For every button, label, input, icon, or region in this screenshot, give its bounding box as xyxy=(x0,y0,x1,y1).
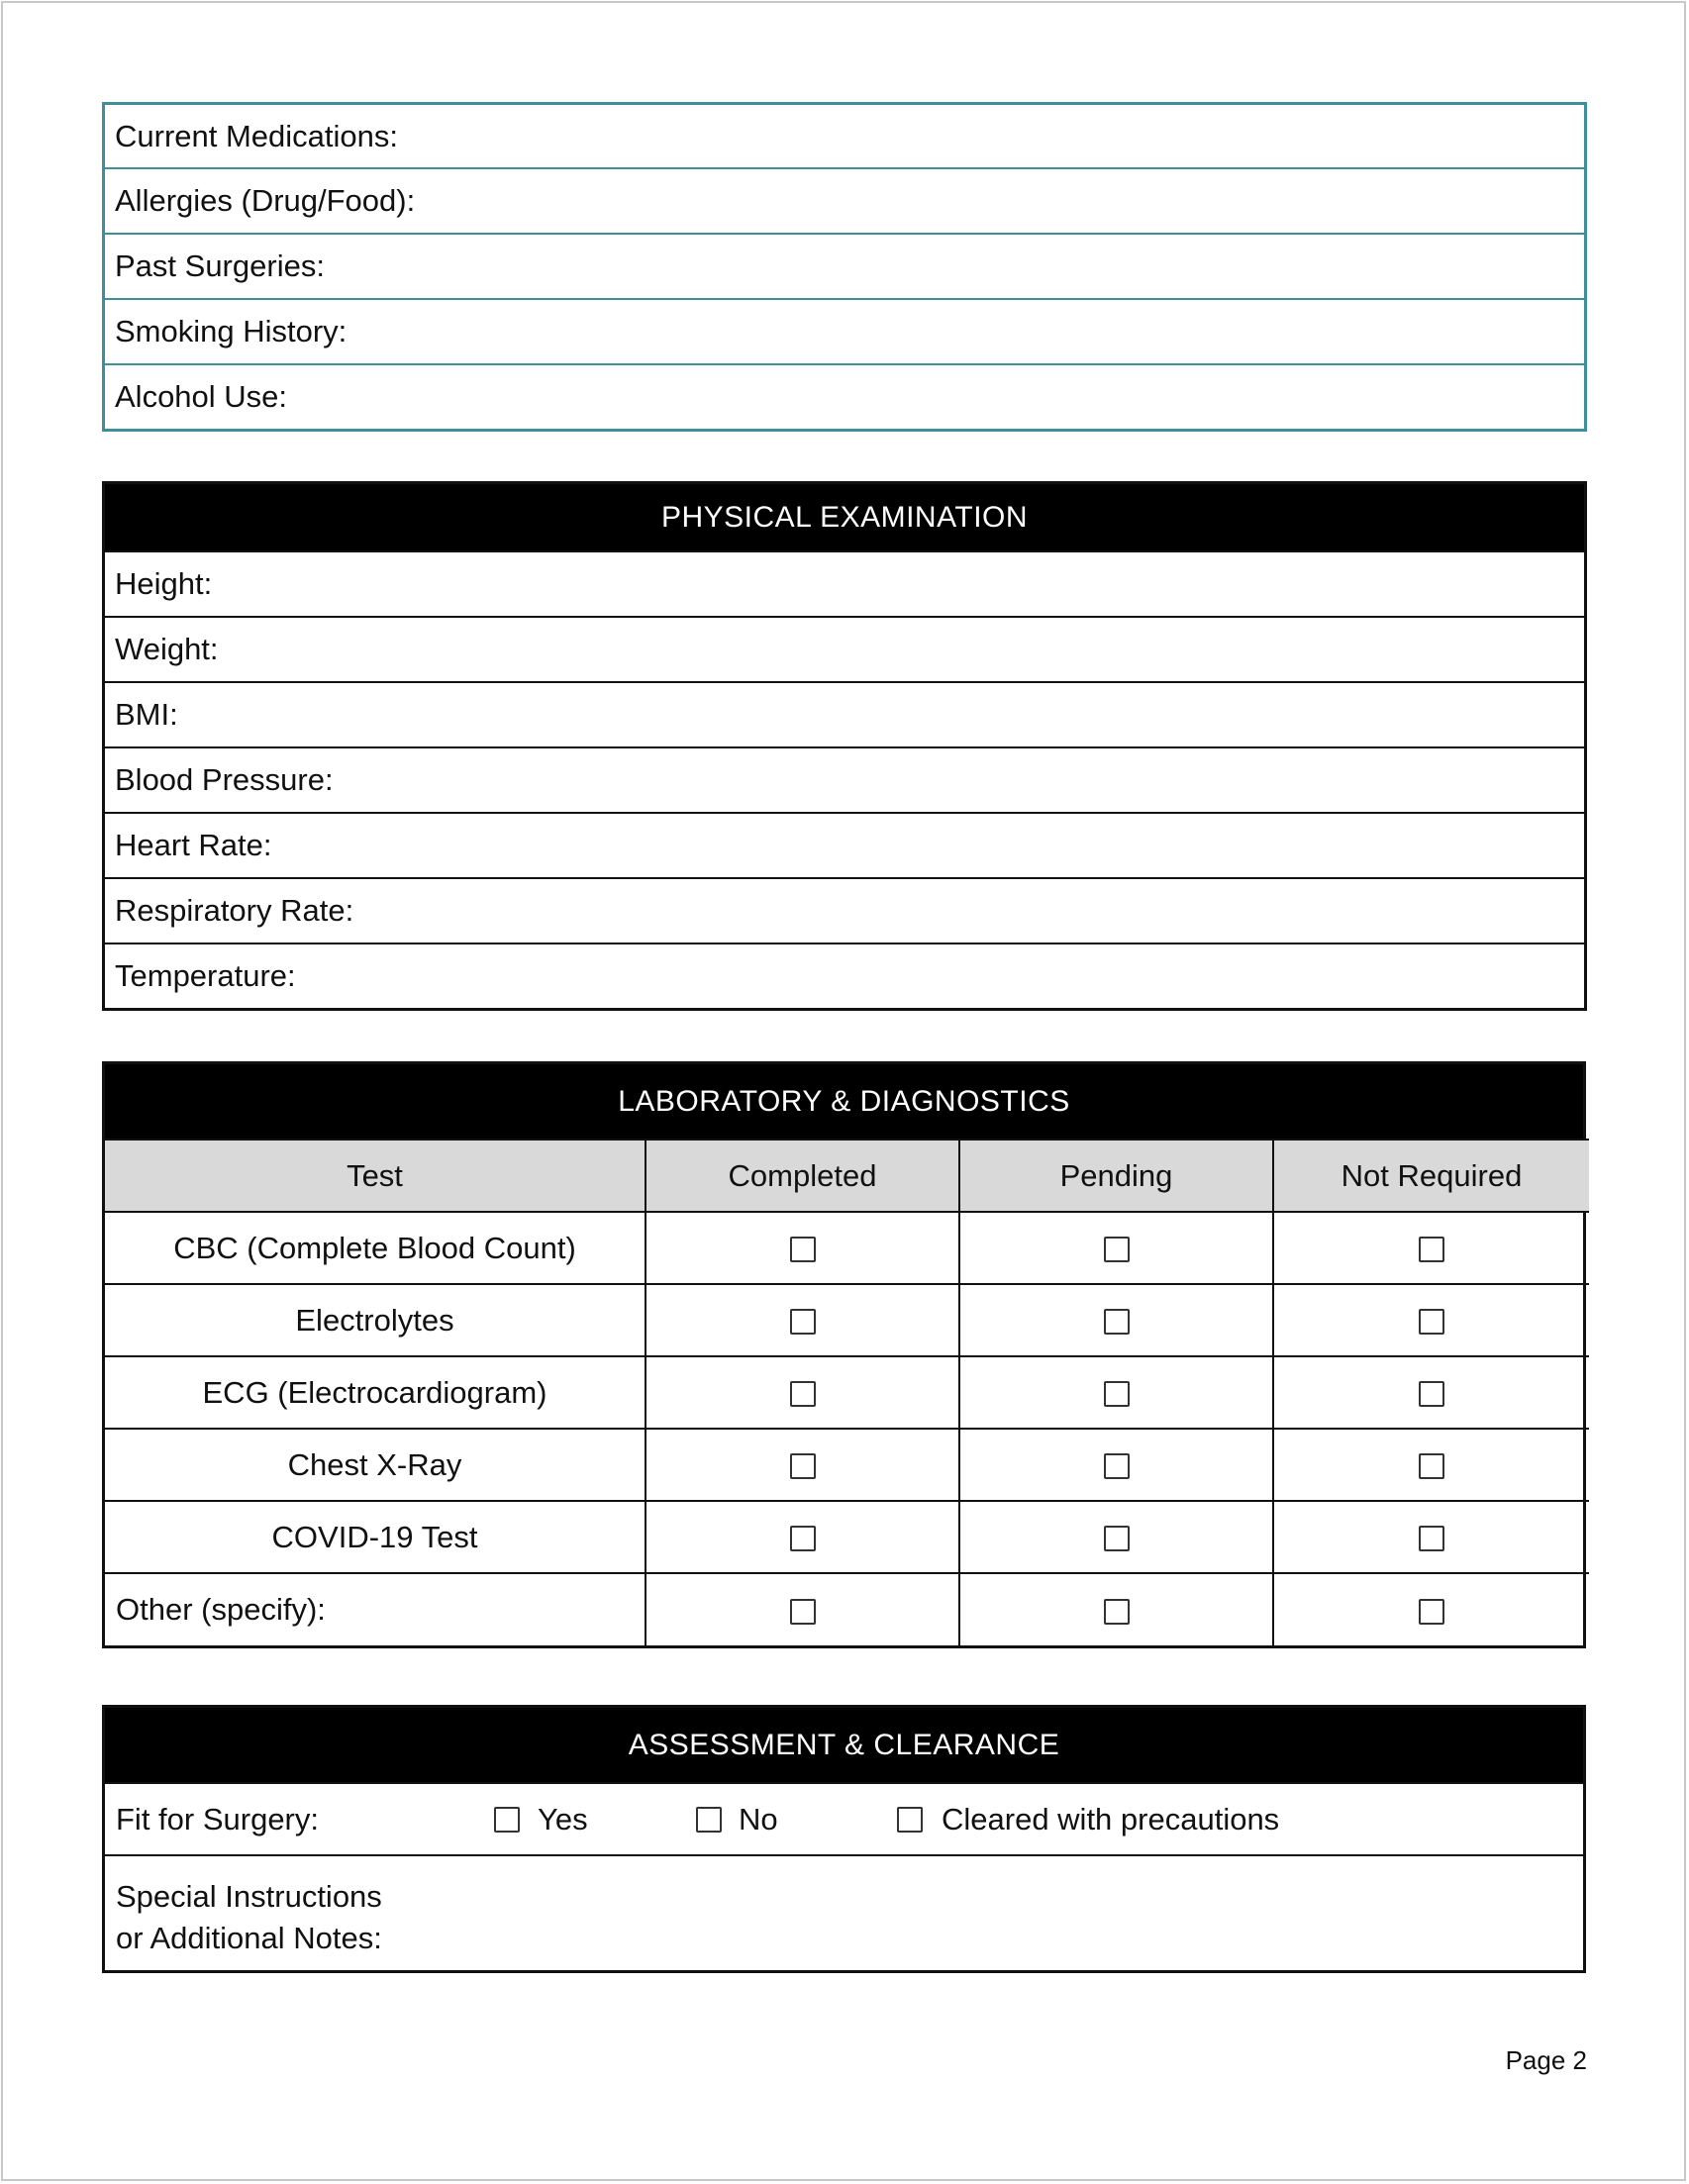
blood-pressure-field[interactable] xyxy=(105,746,1584,812)
notes-label-line2: or Additional Notes: xyxy=(116,1921,382,1955)
column-header-test: Test xyxy=(105,1140,646,1212)
weight-field[interactable] xyxy=(105,616,1584,681)
completed-checkbox[interactable] xyxy=(790,1599,816,1625)
bmi-field[interactable] xyxy=(105,681,1584,746)
section-title: PHYSICAL EXAMINATION xyxy=(105,484,1584,550)
pending-checkbox[interactable] xyxy=(1104,1599,1130,1625)
current-medications-field[interactable] xyxy=(105,105,1584,167)
not-required-checkbox[interactable] xyxy=(1419,1237,1444,1262)
pending-checkbox[interactable] xyxy=(1104,1381,1130,1407)
alcohol-use-field[interactable] xyxy=(105,363,1584,429)
not-required-checkbox[interactable] xyxy=(1419,1599,1444,1625)
height-field[interactable] xyxy=(105,550,1584,616)
not-required-checkbox[interactable] xyxy=(1419,1381,1444,1407)
section-title: ASSESSMENT & CLEARANCE xyxy=(105,1708,1583,1782)
assessment-section xyxy=(102,1705,1586,1973)
field-label: Current Medications: xyxy=(115,118,399,153)
table-row xyxy=(105,1429,1589,1501)
field-label: Blood Pressure: xyxy=(115,762,334,797)
not-required-checkbox[interactable] xyxy=(1419,1309,1444,1335)
completed-checkbox[interactable] xyxy=(790,1526,816,1551)
field-label: Temperature: xyxy=(115,958,296,993)
column-header-not-required: Not Required xyxy=(1273,1140,1589,1212)
test-name: Chest X-Ray xyxy=(105,1429,646,1501)
field-label: Past Surgeries: xyxy=(115,248,325,283)
physical-examination-section xyxy=(102,481,1587,1011)
medical-history-section xyxy=(102,102,1587,432)
heart-rate-field[interactable] xyxy=(105,812,1584,877)
field-label: Height: xyxy=(115,566,213,601)
no-label: No xyxy=(739,1801,778,1837)
not-required-checkbox[interactable] xyxy=(1419,1453,1444,1479)
field-label: Weight: xyxy=(115,632,219,666)
completed-checkbox[interactable] xyxy=(790,1381,816,1407)
special-instructions-field[interactable] xyxy=(105,1854,1583,1970)
pending-checkbox[interactable] xyxy=(1104,1526,1130,1551)
past-surgeries-field[interactable] xyxy=(105,233,1584,298)
table-row xyxy=(105,1573,1589,1645)
page-number: Page 2 xyxy=(1505,2045,1587,2075)
lab-table xyxy=(105,1139,1589,1645)
field-label: Respiratory Rate: xyxy=(115,893,354,928)
test-name-other[interactable]: Other (specify): xyxy=(105,1573,646,1645)
test-name: ECG (Electrocardiogram) xyxy=(105,1356,646,1429)
table-header-row xyxy=(105,1140,1589,1212)
smoking-history-field[interactable] xyxy=(105,298,1584,363)
column-header-completed: Completed xyxy=(646,1140,959,1212)
table-row xyxy=(105,1284,1589,1356)
temperature-field[interactable] xyxy=(105,943,1584,1008)
laboratory-section xyxy=(102,1061,1586,1648)
yes-label: Yes xyxy=(538,1801,588,1837)
table-row xyxy=(105,1356,1589,1429)
test-name: Electrolytes xyxy=(105,1284,646,1356)
fit-for-surgery-row xyxy=(105,1782,1583,1854)
completed-checkbox[interactable] xyxy=(790,1453,816,1479)
table-row xyxy=(105,1212,1589,1284)
field-label: BMI: xyxy=(115,697,178,732)
pending-checkbox[interactable] xyxy=(1104,1453,1130,1479)
yes-checkbox[interactable] xyxy=(494,1807,520,1833)
field-label: Allergies (Drug/Food): xyxy=(115,183,416,218)
not-required-checkbox[interactable] xyxy=(1419,1526,1444,1551)
completed-checkbox[interactable] xyxy=(790,1309,816,1335)
section-title: LABORATORY & DIAGNOSTICS xyxy=(105,1064,1583,1139)
test-name: COVID-19 Test xyxy=(105,1501,646,1573)
notes-label-line1: Special Instructions xyxy=(116,1879,382,1914)
respiratory-rate-field[interactable] xyxy=(105,877,1584,943)
field-label: Alcohol Use: xyxy=(115,379,288,414)
cleared-with-precautions-checkbox[interactable] xyxy=(897,1807,923,1833)
no-checkbox[interactable] xyxy=(696,1807,722,1833)
field-label: Smoking History: xyxy=(115,314,348,348)
completed-checkbox[interactable] xyxy=(790,1237,816,1262)
cleared-with-precautions-label: Cleared with precautions xyxy=(942,1801,1280,1837)
field-label: Heart Rate: xyxy=(115,828,272,862)
pending-checkbox[interactable] xyxy=(1104,1237,1130,1262)
allergies-field[interactable] xyxy=(105,167,1584,233)
test-name: CBC (Complete Blood Count) xyxy=(105,1212,646,1284)
fit-for-surgery-label: Fit for Surgery: xyxy=(116,1801,319,1837)
table-row xyxy=(105,1501,1589,1573)
pending-checkbox[interactable] xyxy=(1104,1309,1130,1335)
column-header-pending: Pending xyxy=(959,1140,1273,1212)
